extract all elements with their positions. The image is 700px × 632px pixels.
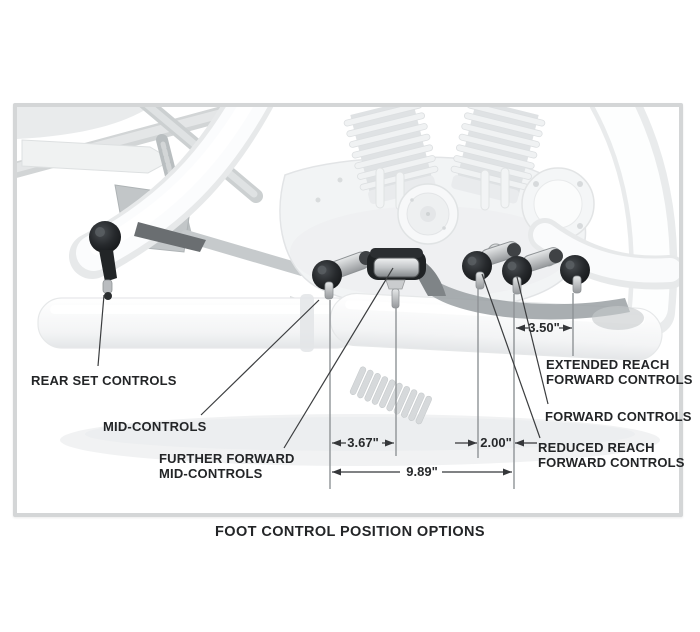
label-line: EXTENDED REACH xyxy=(546,357,670,372)
dimension-9-89: 9.89" xyxy=(406,464,438,479)
label-extended-reach-forward-controls xyxy=(546,357,693,387)
label-mid-controls: MID-CONTROLS xyxy=(103,419,207,434)
label-reduced-reach-forward-controls xyxy=(538,440,685,470)
dimension-3-50: 3.50" xyxy=(528,320,560,335)
folded-peg-reduced-cap xyxy=(507,243,521,257)
label-line: FURTHER FORWARD xyxy=(159,451,295,466)
label-line: FORWARD CONTROLS xyxy=(546,372,693,387)
figure-caption: FOOT CONTROL POSITION OPTIONS xyxy=(215,524,485,540)
dimension-2-00: 2.00" xyxy=(480,435,512,450)
label-line: MID-CONTROLS xyxy=(159,466,263,481)
label-line: FORWARD CONTROLS xyxy=(538,455,685,470)
label-rear-set-controls: REAR SET CONTROLS xyxy=(31,373,177,388)
air-cleaner-cover xyxy=(398,184,458,244)
label-further-forward-mid-controls xyxy=(159,451,295,481)
folded-peg-forward-cap xyxy=(549,249,563,263)
dimension-3-67: 3.67" xyxy=(347,435,379,450)
label-line: REDUCED REACH xyxy=(538,440,655,455)
label-forward-controls: FORWARD CONTROLS xyxy=(545,409,692,424)
